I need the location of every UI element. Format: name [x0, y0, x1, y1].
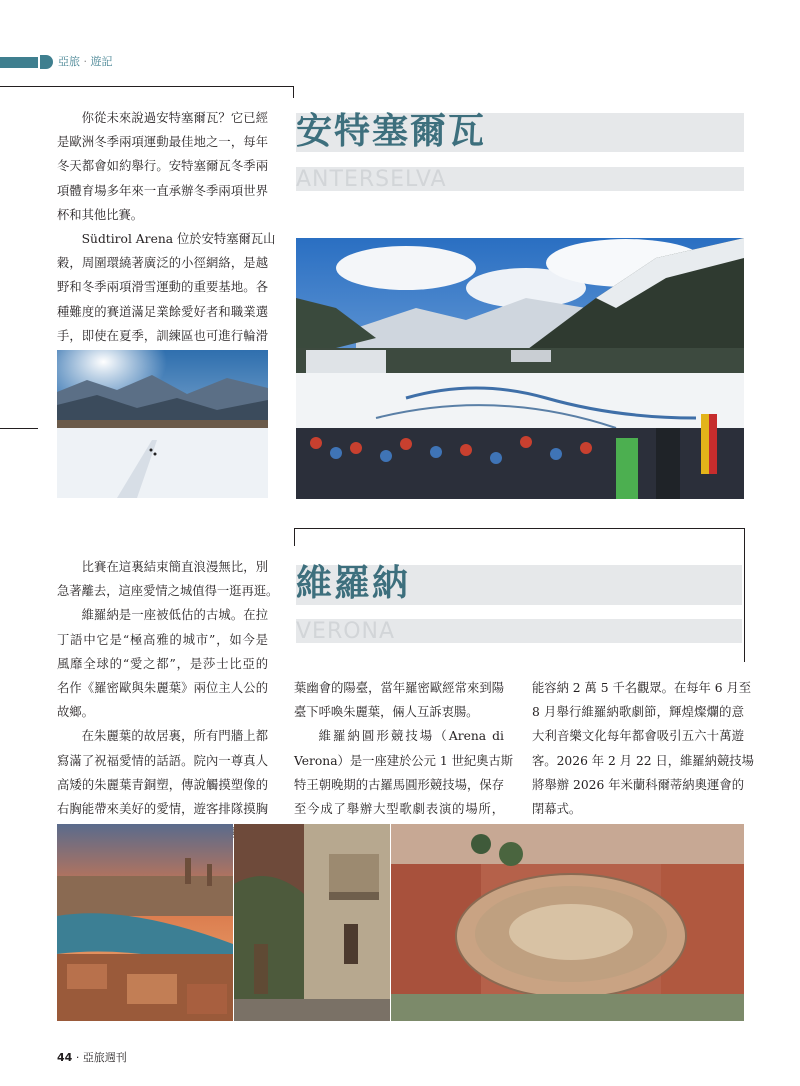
text-line: Südtirol Arena 位於安特塞爾瓦山: [81, 232, 276, 247]
top-rule: [0, 86, 294, 87]
text-line: 至今成了舉辦大型歌劇表演的場所，: [294, 802, 504, 817]
text-line: 風靡全球的“愛之都”，是莎士比亞的: [57, 656, 268, 671]
magazine-name: 亞旅週刊: [82, 1051, 127, 1064]
section-title-anterselva: 安特塞爾瓦: [296, 111, 487, 152]
header-section: 遊記: [90, 55, 113, 68]
text-line: 客。2026 年 2 月 22 日，維羅納競技場: [532, 753, 754, 768]
text-line: 穀，周圍環繞著廣泛的小徑網絡，是越: [57, 256, 268, 271]
paragraph: [57, 603, 268, 724]
text-line: 閉幕式。: [532, 802, 582, 817]
text-line: 高矮的朱麗葉青銅塑，傳說觸摸塑像的: [57, 777, 268, 792]
article-column-verona-2: [294, 676, 514, 821]
paragraph: [294, 676, 504, 724]
text-line: 丁語中它是“極高雅的城市”，如今是: [57, 632, 268, 647]
text-line: 你從未來說過安特塞爾瓦？它已經: [81, 111, 268, 125]
text-line: 冬天都會如約舉行。安特塞爾瓦冬季兩: [57, 159, 268, 174]
text-line: 故鄉。: [57, 705, 94, 720]
text-line: 項體育場多年來一直承辦冬季兩項世界: [57, 183, 268, 198]
photo-snowy-valley: [57, 350, 268, 498]
side-rule: [0, 428, 38, 429]
paragraph: [294, 724, 514, 821]
text-line: 是歐洲冬季兩項運動最佳地之一，每年: [57, 135, 268, 150]
text-line: 臺下呼喚朱麗葉，倆人互訴衷腸。: [294, 705, 479, 720]
running-header: [58, 55, 113, 69]
text-line: 急著離去，這座愛情之城值得一逛再逛。: [57, 584, 279, 599]
photo-arena-di-verona: [391, 824, 744, 1021]
text-line: 野和冬季兩項滑雪運動的重要基地。各: [57, 280, 268, 295]
text-line: 比賽在這裏結束簡直浪漫無比，別: [81, 560, 268, 574]
text-line: 種難度的賽道滿足業餘愛好者和職業選: [57, 304, 268, 319]
photo-biathlon-stadium: [296, 238, 744, 499]
article-column-verona-1: [57, 555, 279, 845]
text-line: 8 月舉行維羅納歌劇節，輝煌燦爛的意: [532, 705, 744, 720]
article-column-verona-3: [532, 676, 754, 821]
header-separator: ·: [83, 55, 87, 68]
text-line: 維羅納圓形競技場（Arena di: [318, 729, 504, 744]
text-line: 在朱麗葉的故居裏，所有門牆上都: [81, 729, 268, 744]
text-line: 右胸能帶來美好的愛情，遊客排隊摸胸: [57, 802, 268, 817]
section-title-verona: 維羅納: [296, 563, 411, 604]
paragraph: [57, 106, 268, 227]
text-line: 維羅納是一座被低估的古城。在拉: [81, 608, 268, 623]
paragraph: [532, 676, 754, 821]
paragraph: [57, 555, 279, 603]
text-line: 杯和其他比賽。: [57, 207, 144, 222]
verona-frame-top: [294, 528, 745, 529]
photo-juliet-courtyard: [234, 824, 390, 1021]
text-line: 手，即使在夏季，訓練區也可進行輪滑: [57, 328, 268, 343]
footer-separator: ·: [75, 1051, 80, 1064]
text-line: 葉幽會的陽臺，當年羅密歐經常來到陽: [294, 681, 504, 695]
header-accent-tab: [40, 55, 53, 69]
photo-verona-sunset: [57, 824, 233, 1021]
text-line: 名作《羅密歐與朱麗葉》兩位主人公的: [57, 681, 268, 696]
article-column-anterselva: [57, 106, 276, 372]
text-line: 能容納 2 萬 5 千名觀眾。在每年 6 月至: [532, 681, 752, 695]
verona-frame-left: [294, 528, 295, 546]
page-number: 44: [57, 1051, 73, 1064]
header-brand: 亞旅: [58, 55, 80, 68]
header-accent-bar: [0, 57, 38, 68]
section-subtitle-verona: VERONA: [296, 619, 396, 644]
verona-frame-right: [744, 528, 745, 662]
text-line: Verona）是一座建於公元 1 世紀奧古斯: [294, 753, 514, 768]
page-footer: [57, 1049, 127, 1065]
top-rule-tick: [293, 86, 294, 98]
section-subtitle-anterselva: ANTERSELVA: [296, 167, 447, 192]
text-line: 大利音樂文化每年都會吸引五六十萬遊: [532, 729, 744, 744]
text-line: 將舉辦 2026 年米蘭科爾蒂納奧運會的: [532, 777, 744, 792]
text-line: 特王朝晚期的古羅馬圓形競技場，保存: [294, 777, 504, 792]
text-line: 寫滿了祝福愛情的話語。院內一尊真人: [57, 753, 268, 768]
